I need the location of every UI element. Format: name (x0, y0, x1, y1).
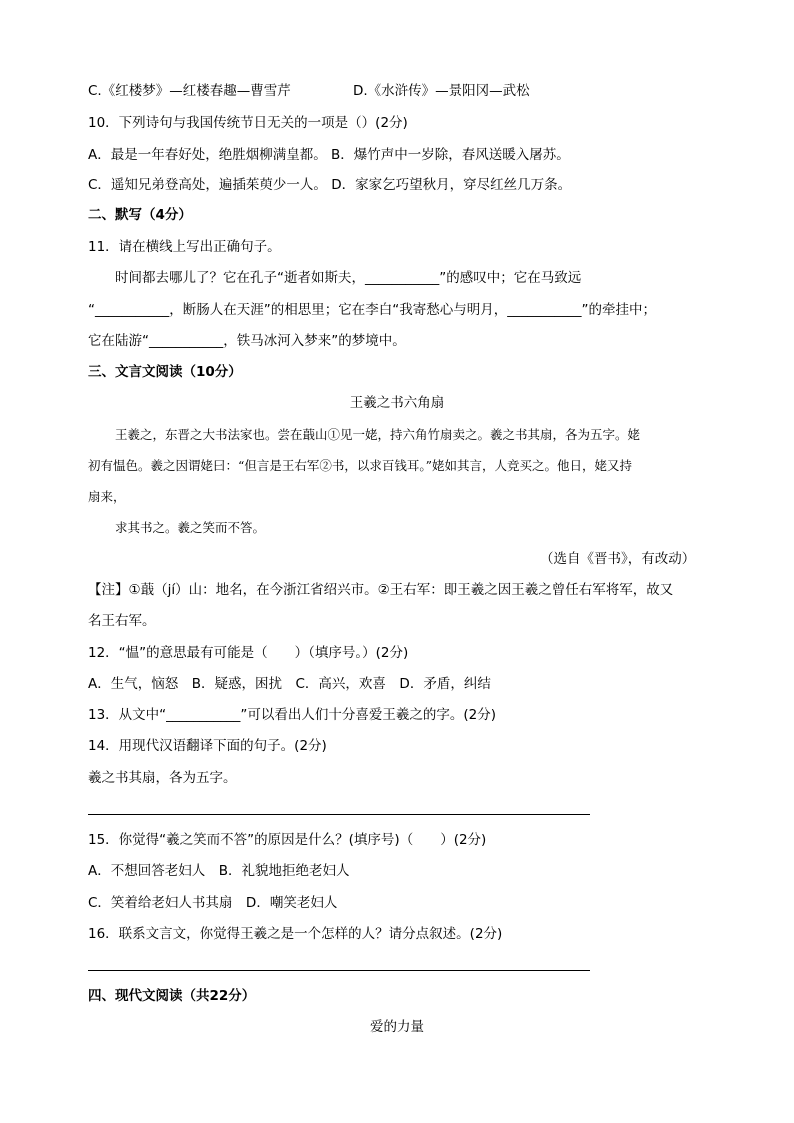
notes-line1: 【注】①蕺（jí）山：地名，在今浙江省绍兴市。②王右军：即王羲之因王羲之曾任右军将军，故又 (88, 582, 674, 598)
modern-passage-title: 爱的力量 (370, 1019, 424, 1035)
notes-line2: 名王右军。 (88, 613, 156, 629)
classical-passage-title: 王羲之书六角扇 (349, 395, 445, 411)
q11-text-line3: 它在陆游“___________，铁马冰河入梦来”的梦境中。 (88, 333, 406, 349)
q9-option-d: D.《水浒传》—景阳冈—武松 (353, 83, 530, 99)
q15-options-ab: A．不想回答老妇人 B．礼貌地拒绝老妇人 (88, 863, 350, 879)
q15-options-cd: C．笑着给老妇人书其扇 D．嘲笑老妇人 (88, 895, 338, 911)
q16-stem: 16．联系文言文，你觉得王羲之是一个怎样的人？请分点叙述。(2分) (88, 926, 503, 942)
q15-stem: 15．你觉得“羲之笑而不答”的原因是什么？(填序号)（ ）(2分) (88, 832, 487, 848)
section4-heading: 四、现代文阅读（共22分） (88, 988, 256, 1004)
q11-text-line1: 时间都去哪儿了？它在孔子“逝者如斯夫，___________”的感叹中；它在马致远 (115, 270, 582, 286)
q12-stem: 12．“愠”的意思最有可能是（ ）（填序号。）(2分) (88, 645, 409, 661)
q10-options-cd: C．遥知兄弟登高处，遍插茱萸少一人。 D．家家乞巧望秋月，穿尽红丝几万条。 (88, 177, 572, 193)
q14-stem: 14．用现代汉语翻译下面的句子。(2分) (88, 738, 327, 754)
q12-options: A．生气，恼怒 B．疑惑，困扰 C．高兴，欢喜 D．矛盾，纠结 (88, 676, 491, 692)
q14-sentence: 羲之书其扇，各为五字。 (88, 770, 237, 786)
q10-stem: 10．下列诗句与我国传统节日无关的一项是（）(2分) (88, 115, 408, 131)
q13-stem: 13．从文中“___________”可以看出人们十分喜爱王羲之的字。(2分) (88, 707, 497, 723)
classical-passage-line3: 扇来， (88, 489, 126, 504)
section2-heading: 二、默写（4分） (88, 207, 192, 223)
passage-source: （选自《晋书》，有改动） (540, 551, 696, 567)
classical-passage-line1: 王羲之，东晋之大书法家也。尝在蕺山①见一姥，持六角竹扇卖之。羲之书其扇，各为五字。姥 (115, 427, 641, 442)
classical-passage-line2: 初有愠色。羲之因谓姥曰：“但言是王右军②书，以求百钱耳。”姥如其言，人竞买之。他日，姥又持 (88, 458, 633, 473)
q10-options-ab: A．最是一年春好处，绝胜烟柳满皇都。 B．爆竹声中一岁除，春风送暖入屠苏。 (88, 147, 570, 163)
q11-stem: 11．请在横线上写出正确句子。 (88, 239, 281, 255)
q16-answer-line[interactable] (88, 970, 590, 971)
q9-option-c: C.《红楼梦》—红楼春趣—曹雪芹 (88, 83, 291, 99)
q14-answer-line[interactable] (88, 814, 590, 815)
classical-passage-line4: 求其书之。羲之笑而不答。 (115, 520, 266, 535)
q11-text-line2: “___________，断肠人在天涯”的相思里；它在李白“我寄愁心与明月，___________”的牵挂中； (88, 302, 656, 318)
section3-heading: 三、文言文阅读（10分） (88, 364, 242, 380)
